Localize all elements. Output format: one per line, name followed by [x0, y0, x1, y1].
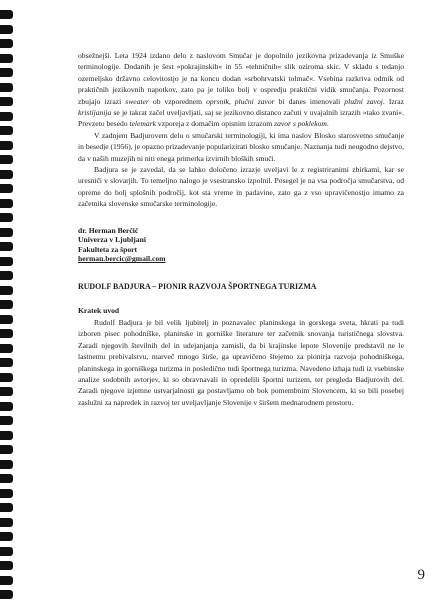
binding-ring	[0, 199, 13, 208]
binding-ring	[0, 373, 13, 382]
spiral-binding	[0, 0, 14, 600]
binding-ring	[0, 503, 13, 512]
binding-ring	[0, 445, 13, 454]
binding-ring	[0, 213, 13, 222]
author-name: dr. Herman Berčič	[78, 225, 139, 235]
binding-ring	[0, 387, 13, 396]
binding-ring	[0, 25, 13, 34]
binding-ring	[0, 358, 13, 367]
binding-ring	[0, 39, 13, 48]
binding-ring	[0, 257, 13, 266]
page-number: 9	[417, 567, 425, 583]
binding-ring	[0, 474, 13, 483]
document-page	[78, 50, 404, 408]
author-affiliation-university: Univerza v Ljubljani	[78, 235, 146, 245]
binding-ring	[0, 431, 13, 440]
binding-ring	[0, 518, 13, 527]
article-title: RUDOLF BADJURA – PIONIR RAZVOJA ŠPORTNEGA TURIZMA	[78, 282, 317, 292]
binding-ring	[0, 271, 13, 280]
binding-ring	[0, 286, 13, 295]
binding-ring	[0, 68, 13, 77]
author-affiliation-faculty: Fakulteta za šport	[78, 244, 138, 254]
section-subheading: Kratek uvod	[78, 306, 120, 316]
binding-ring	[0, 547, 13, 556]
binding-ring	[0, 141, 13, 150]
binding-ring	[0, 184, 13, 193]
binding-ring	[0, 416, 13, 425]
binding-ring	[0, 561, 13, 570]
binding-ring	[0, 315, 13, 324]
author-block	[78, 226, 404, 264]
intro-paragraph-2: V zadnjem Badjurovem delu o smučarski terminologiji, ki ima naslov Blosko starosvetno smučanje in besedje (1956), je opazno prizadevanje popularizirati blosko smučanje. Naznanja tudi neugodno dejstvo, da v naših muzejih ni niti enega primerka izvirnih bloških smuči.	[78, 130, 404, 163]
binding-ring	[0, 83, 13, 92]
binding-ring	[0, 489, 13, 498]
binding-ring	[0, 112, 13, 121]
binding-ring	[0, 228, 13, 237]
binding-ring	[0, 10, 13, 19]
binding-ring	[0, 460, 13, 469]
binding-ring	[0, 344, 13, 353]
binding-ring	[0, 170, 13, 179]
binding-ring	[0, 590, 13, 599]
binding-ring	[0, 576, 13, 585]
article-body-paragraph: Rudolf Badjura je bil velik ljubitelj in poznavalec planinskega in gorskega sveta, hkrati pa tudi izboren pisec pohodniške, planinske in gorniške literature ter začetnik snovanja turističnega slovstva. Zaradi njegovih številnih del in udejanjanja zamisli, da bi krajinske lepote Slovenije predstavil ne le lastnemu prebivalstvu, marveč mnogo širše, ga upravičeno štejemo za pionirja razvoja pohodniškega, planinskega in gorniškega turizma in posledično tudi športnega turizma. Navedeno izhaja tudi iz vsebinske analize sodobnih avtorjev, ki so obravnavali in opredelili športni turizem, ter pregleda Badjurovih del. Zaradi njegove izjemne ustvarjalnosti ga postavljamo ob bok pomembnim Slovencem, ki so bili posebej zaslužni za napredek in razvoj ter uveljavljanje Slovenije v širšem mednarodnem prostoru.	[78, 317, 404, 407]
binding-ring	[0, 329, 13, 338]
binding-ring	[0, 155, 13, 164]
intro-paragraph-3: Badjura se je zavedal, da se lahko določeno izrazje uveljavi le z registriranimi zbirkami, kar se uresniči v slovarjih. To temeljno nalogo je vsestransko izpolnil. Posegel je na vsa področja smučarstva, od opreme do bolj splošnih področij, kot sta vreme in padavine, zato ga z vso upravičenostjo imamo za začetnika slovenske smučarske terminologije.	[78, 165, 404, 209]
author-email-link[interactable]: herman.bercic@gmail.com	[78, 254, 166, 264]
binding-ring	[0, 300, 13, 309]
binding-ring	[0, 97, 13, 106]
binding-ring	[0, 402, 13, 411]
binding-ring	[0, 54, 13, 63]
intro-paragraph-1: obsežnejši. Leta 1924 izdano delo z naslovom Smučar je dopolnilo jezikovna prizadevanja iz Smuške terminologije. Dodanih je šest »pokrajinskih« in 55 »tehničnih« slik oziroma skic. V skladu s tedanjo ozemeljsko državno celovitostjo je na koncu dodan »srbohrvatski tolmač«. Vsebina razkriva odmik od praktičnih jezikovnih napotkov, zato pa je toliko bolj v ospredju praktični vidik smučanja. Pozornost zbujajo izrazi sweater ob vzporednem oprsnik, plučni zavor bi danes imenovali plužni zavoj. Izraz kristijanija se je takrat začel uveljavljati, saj se jezikovno distanco začuti v uvajalnih izrazih »tako zvani«. Prevzeto besedo telemark vzporeja z domačim opisnim izrazom zavor s poklekom.	[78, 51, 404, 129]
binding-ring	[0, 126, 13, 135]
binding-ring	[0, 532, 13, 541]
binding-ring	[0, 242, 13, 251]
